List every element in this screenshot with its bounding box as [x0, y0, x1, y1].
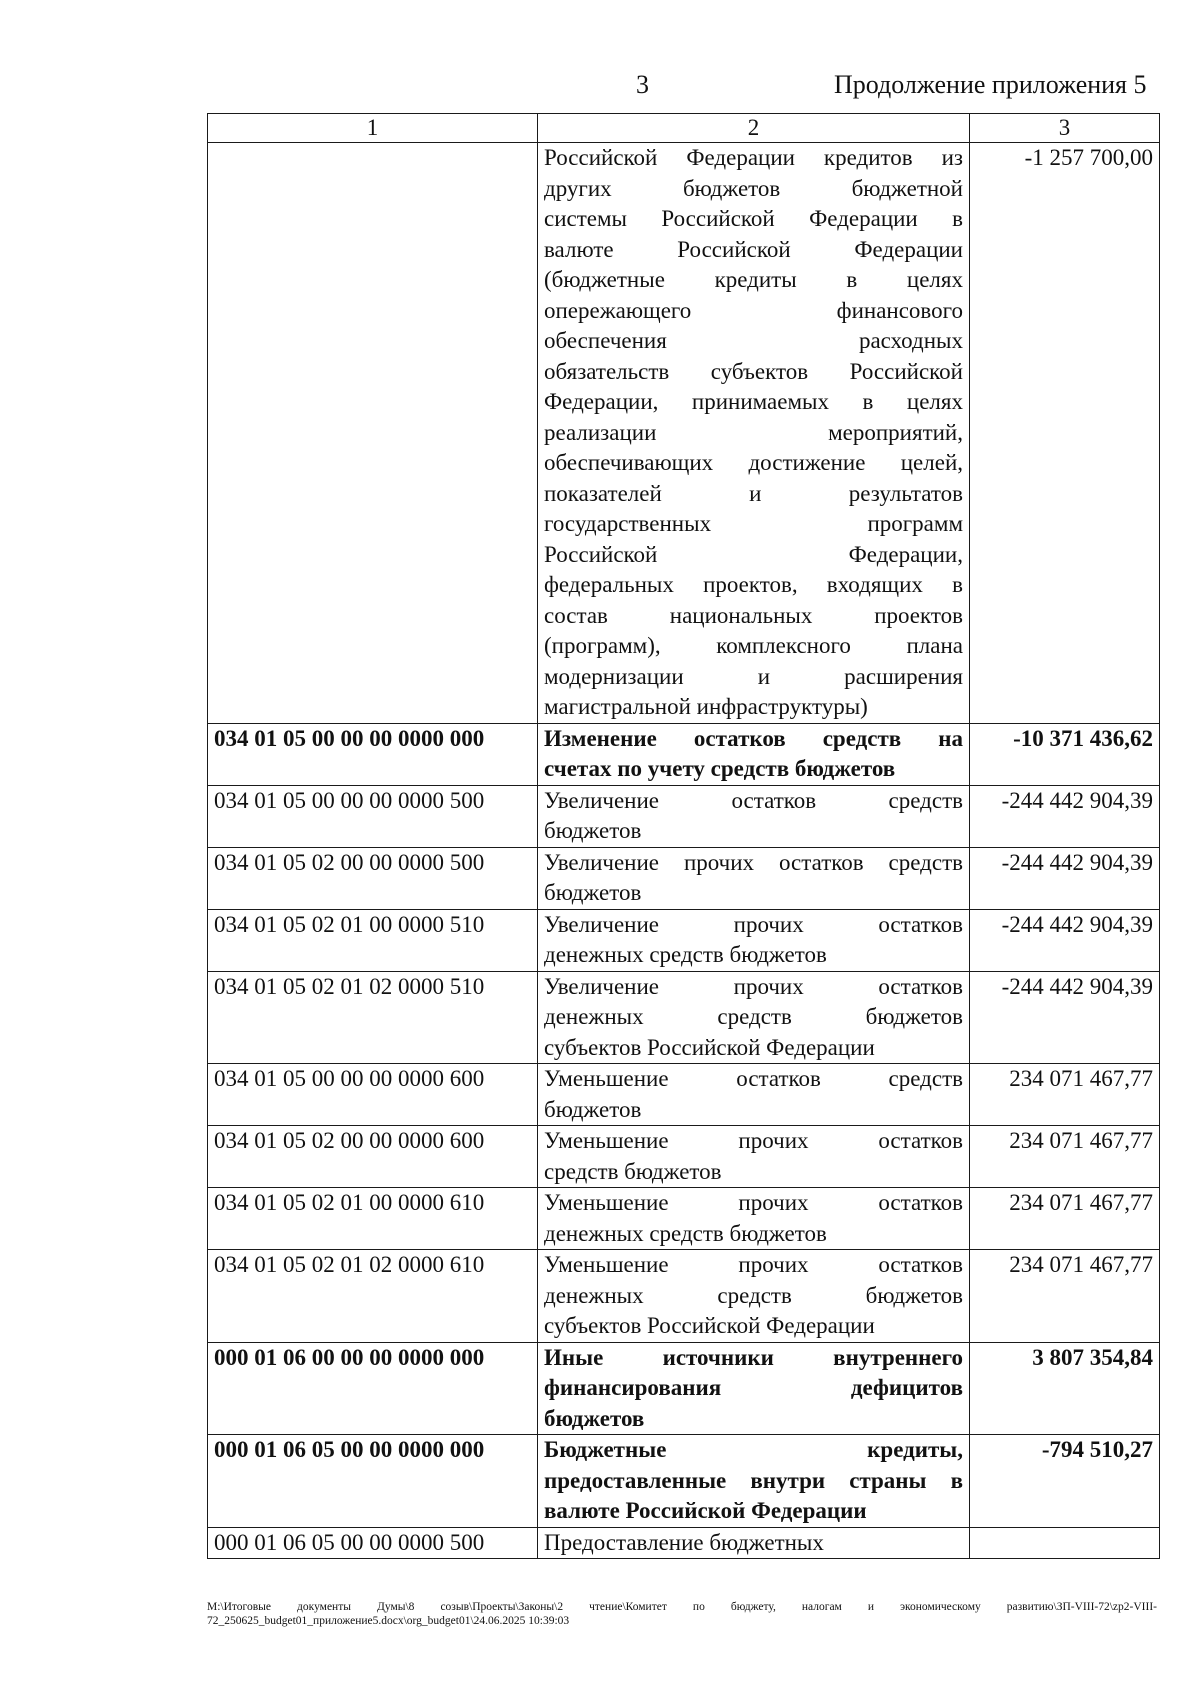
description-line: счетах по учету средств бюджетов — [544, 756, 896, 781]
budget-code-cell: 034 01 05 00 00 00 0000 600 — [208, 1064, 538, 1126]
table-row — [208, 1064, 1160, 1126]
description-line: федеральных проектов, входящих в — [544, 572, 963, 597]
table-row — [208, 143, 1160, 724]
description-cell — [538, 143, 970, 724]
budget-code-cell: 034 01 05 02 00 00 0000 500 — [208, 847, 538, 909]
description-line: субъектов Российской Федерации — [544, 1034, 875, 1060]
description-line: опережающего финансового — [544, 297, 963, 323]
description-cell — [538, 1126, 970, 1188]
description-line: (бюджетные кредиты в целях — [544, 267, 963, 292]
amount-cell: -1 257 700,00 — [970, 143, 1160, 724]
description-line: Федерации, принимаемых в целях — [544, 389, 963, 414]
footer-file-path: M:\Итоговые документы Думы\8 созыв\Проекты\Законы\2 чтение\Комитет по бюджету, налогам и экономическому развитию\ЗП-VIII-72\zp2-VIII-72_250625_budget01_приложение5.docx\org_budget01\24.06.2025 10:39:03 — [207, 1601, 1157, 1627]
page-number: 3 — [636, 70, 649, 99]
description-line: субъектов Российской Федерации — [544, 1313, 875, 1338]
description-line: Увеличение остатков средств — [544, 787, 963, 813]
description-line: системы Российской Федерации в — [544, 206, 963, 231]
amount-cell: -244 442 904,39 — [970, 971, 1160, 1064]
table-row — [208, 847, 1160, 909]
column-header-code: 1 — [208, 114, 538, 143]
description-line: Уменьшение прочих остатков — [544, 1252, 963, 1277]
budget-code-cell: 000 01 06 05 00 00 0000 500 — [208, 1527, 538, 1559]
description-cell — [538, 1435, 970, 1528]
budget-code-cell: 034 01 05 00 00 00 0000 000 — [208, 723, 538, 785]
description-line: Уменьшение прочих остатков — [544, 1128, 963, 1153]
description-line: Иные источники внутреннего — [544, 1344, 963, 1370]
table-header-row — [208, 114, 1160, 143]
description-line: Уменьшение прочих остатков — [544, 1190, 963, 1215]
table-row — [208, 785, 1160, 847]
budget-sources-table — [207, 113, 1160, 1559]
amount-cell: -10 371 436,62 — [970, 723, 1160, 785]
description-line: Уменьшение остатков средств — [544, 1066, 963, 1091]
description-line: Бюджетные кредиты, — [544, 1437, 963, 1462]
table-row — [208, 909, 1160, 971]
description-line: государственных программ — [544, 511, 963, 536]
description-line: состав национальных проектов — [544, 602, 963, 628]
amount-cell: -794 510,27 — [970, 1435, 1160, 1528]
budget-code-cell: 034 01 05 00 00 00 0000 500 — [208, 785, 538, 847]
description-line: Предоставление бюджетных — [544, 1529, 824, 1555]
description-line: бюджетов — [544, 1096, 642, 1122]
description-line: обеспечивающих достижение целей, — [544, 450, 963, 475]
description-cell — [538, 847, 970, 909]
table-row — [208, 1126, 1160, 1188]
description-cell — [538, 1250, 970, 1343]
table-row — [208, 1527, 1160, 1559]
amount-cell: -244 442 904,39 — [970, 909, 1160, 971]
table-row — [208, 1342, 1160, 1435]
table-row — [208, 1250, 1160, 1343]
description-line: Российской Федерации, — [544, 541, 963, 567]
budget-code-cell: 034 01 05 02 01 00 0000 510 — [208, 909, 538, 971]
table-row — [208, 1188, 1160, 1250]
amount-cell: 234 071 467,77 — [970, 1188, 1160, 1250]
description-cell — [538, 909, 970, 971]
appendix-label: Продолжение приложения 5 — [834, 70, 1147, 99]
description-cell — [538, 1527, 970, 1559]
amount-cell: -244 442 904,39 — [970, 847, 1160, 909]
description-line: валюте Российской Федерации — [544, 236, 963, 262]
description-line: Увеличение прочих остатков — [544, 973, 963, 999]
amount-cell: 234 071 467,77 — [970, 1126, 1160, 1188]
description-line: магистральной инфраструктуры) — [544, 694, 868, 719]
budget-code-cell — [208, 143, 538, 724]
amount-cell: 234 071 467,77 — [970, 1064, 1160, 1126]
column-header-amount: 3 — [970, 114, 1160, 143]
description-line: денежных средств бюджетов — [544, 942, 827, 967]
description-line: Увеличение прочих остатков — [544, 911, 963, 937]
budget-code-cell: 034 01 05 02 01 00 0000 610 — [208, 1188, 538, 1250]
amount-cell: 234 071 467,77 — [970, 1250, 1160, 1343]
budget-code-cell: 000 01 06 05 00 00 0000 000 — [208, 1435, 538, 1528]
table-body — [208, 114, 1160, 1559]
description-line: реализации мероприятий, — [544, 419, 963, 445]
budget-code-cell: 000 01 06 00 00 00 0000 000 — [208, 1342, 538, 1435]
budget-code-cell: 034 01 05 02 01 02 0000 510 — [208, 971, 538, 1064]
table-row — [208, 1435, 1160, 1528]
description-line: бюджетов — [544, 880, 642, 905]
table-row — [208, 723, 1160, 785]
amount-cell: -244 442 904,39 — [970, 785, 1160, 847]
description-line: обязательств субъектов Российской — [544, 358, 963, 384]
description-line: бюджетов — [544, 818, 642, 843]
amount-cell: 3 807 354,84 — [970, 1342, 1160, 1435]
description-line: денежных средств бюджетов — [544, 1004, 963, 1029]
description-line: Российской Федерации кредитов из — [544, 145, 963, 170]
column-header-description: 2 — [538, 114, 970, 143]
description-line: Увеличение прочих остатков средств — [544, 849, 963, 875]
description-line: денежных средств бюджетов — [544, 1220, 827, 1246]
description-cell — [538, 1188, 970, 1250]
amount-cell — [970, 1527, 1160, 1559]
description-line: показателей и результатов — [544, 480, 963, 506]
description-cell — [538, 723, 970, 785]
description-line: финансирования дефицитов — [544, 1375, 963, 1400]
description-cell — [538, 1342, 970, 1435]
description-cell — [538, 1064, 970, 1126]
description-line: денежных средств бюджетов — [544, 1282, 963, 1308]
description-line: валюте Российской Федерации — [544, 1498, 867, 1523]
description-line: обеспечения расходных — [544, 328, 963, 353]
description-line: Изменение остатков средств на — [544, 725, 963, 751]
budget-code-cell: 034 01 05 02 01 02 0000 610 — [208, 1250, 538, 1343]
budget-code-cell: 034 01 05 02 00 00 0000 600 — [208, 1126, 538, 1188]
description-line: предоставленные внутри страны в — [544, 1467, 963, 1493]
description-line: (программ), комплексного плана — [544, 633, 963, 658]
description-line: других бюджетов бюджетной — [544, 175, 963, 201]
description-line: бюджетов — [544, 1405, 645, 1431]
description-cell — [538, 971, 970, 1064]
description-cell — [538, 785, 970, 847]
description-line: модернизации и расширения — [544, 663, 963, 689]
description-line: средств бюджетов — [544, 1158, 722, 1184]
table-row — [208, 971, 1160, 1064]
